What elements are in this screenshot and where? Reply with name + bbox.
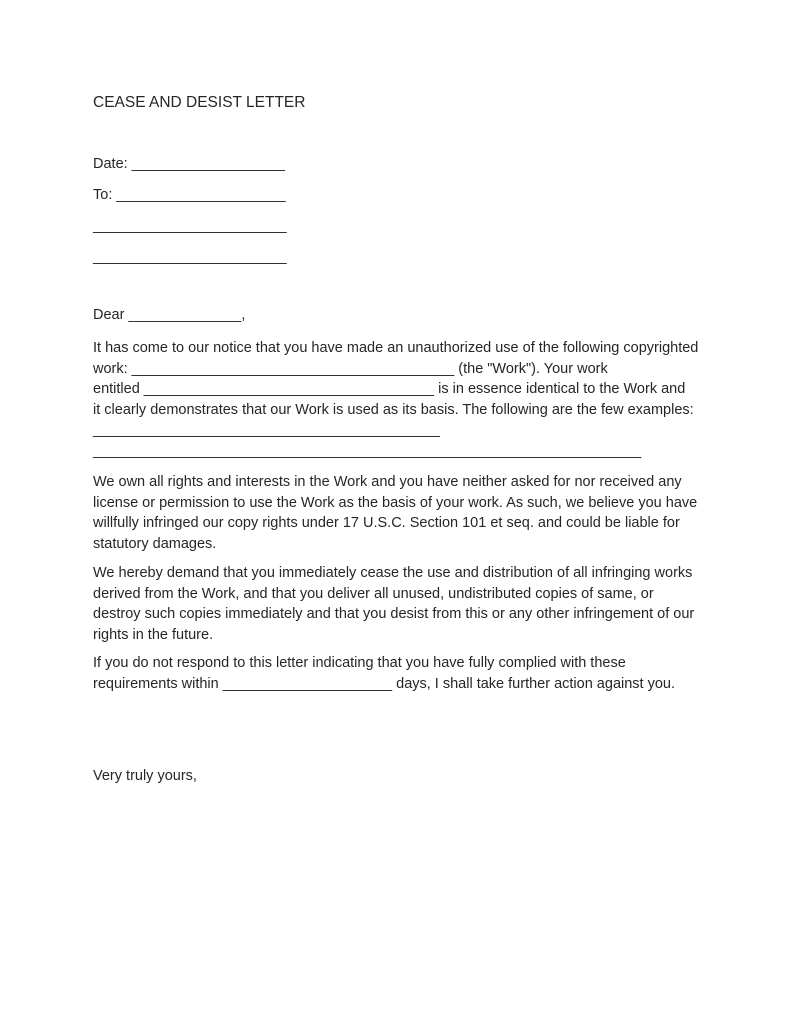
paragraph-line-work-blank: work: ________________________________________ (the "Work"). Your work xyxy=(93,360,608,377)
salutation-line: Dear ______________, xyxy=(93,307,246,323)
paragraph-line: We hereby demand that you immediately cease the use and distribution of all infringing works xyxy=(93,565,693,581)
letter-title: CEASE AND DESIST LETTER xyxy=(93,94,306,111)
date-field-line: Date: ___________________ xyxy=(93,156,285,172)
examples-blank-line-1: ___________________________________________ xyxy=(93,422,440,438)
paragraph-line-entitled-blank: entitled ____________________________________ is in essence identical to the Work and xyxy=(93,381,686,397)
recipient-field-line: To: _____________________ xyxy=(93,187,286,203)
paragraph-line: destroy such copies immediately and that you desist from this or any other infringement of our xyxy=(93,606,695,622)
paragraph-line: statutory damages. xyxy=(93,535,217,552)
paragraph-line: derived from the Work, and that you deliver all unused, undistributed copies of same, or xyxy=(93,585,654,602)
examples-blank-line-2: ____________________________________________________________________ xyxy=(93,442,642,459)
paragraph-line: license or permission to use the Work as the basis of your work. As such, we believe you have xyxy=(93,494,698,511)
address-blank-line-1: ________________________ xyxy=(93,218,287,234)
closing-line: Very truly yours, xyxy=(93,768,197,784)
paragraph-line: If you do not respond to this letter indicating that you have fully complied with these xyxy=(93,655,626,671)
paragraph-rights-ownership xyxy=(93,472,720,554)
paragraph-line-days-blank: requirements within _____________________ days, I shall take further action against you. xyxy=(93,675,676,692)
paragraph-line: willfully infringed our copy rights under 17 U.S.C. Section 101 et seq. and could be liable for xyxy=(93,515,680,531)
address-blank-line-2: ________________________ xyxy=(93,249,287,265)
paragraph-demand xyxy=(93,563,720,645)
paragraph-line: it clearly demonstrates that our Work is used as its basis. The following are the few examples: xyxy=(93,401,694,418)
paragraph-unauthorized-use xyxy=(93,338,720,461)
paragraph-line: It has come to our notice that you have made an unauthorized use of the following copyrighted xyxy=(93,340,699,356)
paragraph-deadline xyxy=(93,653,720,694)
paragraph-line: rights in the future. xyxy=(93,626,214,643)
paragraph-line: We own all rights and interests in the Work and you have neither asked for nor received any xyxy=(93,474,682,490)
